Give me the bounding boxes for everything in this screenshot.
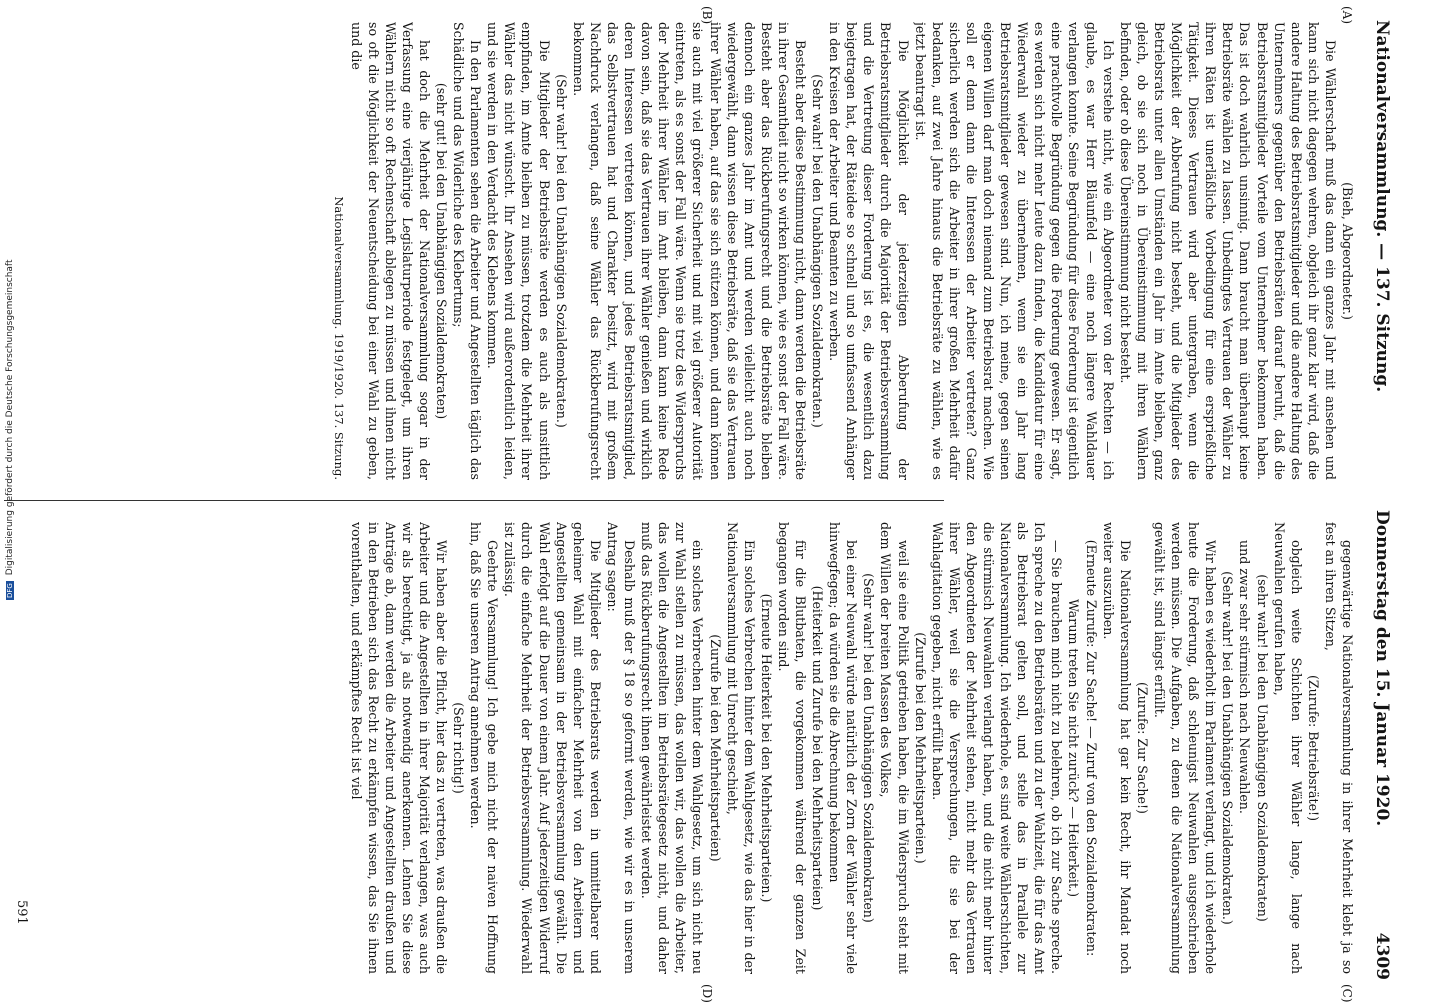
page-header-date: Donnerstag den 15. Januar 1920.	[1372, 510, 1392, 827]
left-text-column	[56, 22, 1356, 480]
paragraph: bei einer Neuwahl würde natürlich der Zorn der Wähler sehr viele hinwegfegen; da würden sie die Abrechnung bekommen	[827, 522, 860, 974]
paragraph: (Sehr wahr! bei den Unabhängigen Sozialdemokraten.)	[810, 74, 826, 428]
paragraph: für die Blutbaten, die vorgekommen während der ganzen Zeit begangen worden sind.	[775, 522, 808, 974]
paragraph: (Sehr richtig!)	[451, 702, 467, 794]
paragraph: (sehr gut! bei den Unabhängigen Sozialdemokraten)	[434, 82, 450, 420]
paragraph: Geehrte Versammlung! Ich gebe mich nicht der naiven Hoffnung hin, daß Sie unseren Antrag annehmen werden.	[468, 522, 501, 974]
paragraph: Die Mitglieder des Betriebsrats werden in unmittelbarer und geheimer Wahl mit einfacher Mehrheit von den Arbeitern und Angestellten gemeinsam in der Betriebsversammlung gewählt. Die Wahl erfolgt auf die Dauer von einem Jahr. Auf jederzeitigen Widerruf durch die einfache Mehrheit der Betriebsversammlung. Wiederwahl ist zulässig.	[502, 522, 603, 974]
paragraph: hat doch die Mehrheit der Nationalversammlung sogar in der Verfassung eine vierjährige Legislaturperiode festgelegt, um ihren Wählern nicht so oft Rechenschaft ablegen zu müssen und ihnen nicht so oft die Möglichkeit der Neuentscheidung bei einer Wahl zu geben, und die	[348, 22, 432, 480]
right-text-column	[56, 522, 1356, 974]
paragraph: (Zurufe: Betriebsräte!)	[1305, 674, 1321, 822]
paragraph: — Sie brauchen mich nicht zu belehren, ob ich zur Sache spreche. Ich spreche zu den Betriebsräten und zu der Wahlzeit, die für das Amt als Betriebsrat gelten soll, und stelle das in Parallele zur Nationalversammlung. Ich wiederhole, es sind weite Wählerschichten, die stürmisch Neuwahlen verlangt haben, und die nicht mehr hinter den Abgeordneten der Mehrheit stehen, nicht mehr das Vertrauen ihrer Wähler, weil sie die Versprechungen, die sie bei der Wahlagitation gegeben, nicht erfüllt haben.	[929, 522, 1065, 974]
footer-page-number: 591	[14, 900, 29, 925]
footer-signature: Nationalversammlung. 1919/1920. 137. Sitzung.	[332, 196, 347, 480]
paragraph: Die Möglichkeit der jederzeitigen Abberufung der Betriebsratsmitglieder durch die Majorität der Betriebsversammlung und die Vertretung dieser Forderung ist es, die wesentlich dazu beigetragen hat, der Räteidee so schnell und so umfassend Anhänger in den Kreisen der Arbeiter und Beamten zu werben.	[827, 22, 911, 480]
paragraph: (Sehr wahr! bei den Unabhängigen Sozialdemokraten.)	[1220, 571, 1236, 925]
paragraph: und zwar sehr stürmisch nach Neuwahlen.	[1237, 540, 1253, 814]
paragraph: Ein solches Verbrechen hinter dem Wahlgesetz, wie das hier in der Nationalversammlung mit Unrecht geschieht,	[724, 522, 757, 974]
paragraph: Die Mitglieder der Betriebsräte werden es auch als unsittlich empfinden, im Amte bleiben zu müssen, trotzdem die Mehrheit ihrer Wähler das nicht wünscht. Ihr Ansehen wird außerordentlich leiden, und sie werden in den Verdacht des Klebens kommen.	[485, 22, 552, 480]
paragraph: Deshalb muß der § 18 so geformt werden, wie wir es in unserem Antrag sagen:	[604, 522, 638, 974]
paragraph: Ich verstehe nicht, wie ein Abgeordneter von der Rechten — ich glaube, es war Herr Bläunfeld — eine noch längere Wahldauer verlangen konnte. Seine Begründung für diese Forderung ist eigentlich eine prachtvolle Begründung gegen die Forderung gewesen. Er sagt, es werden sich nicht mehr Leute dazu finden, die Kandidatur für eine Wiederwahl wieder zu übernehmen, wenn sie ein Jahr lang Betriebsratsmitglieder gewesen sind. Nun, ich meine, gegen seinen eigenen Willen darf man doch niemand zum Betriebsrat machen. Wie soll er denn dann die Interessen der Arbeiter vertreten? Ganz sicherlich werden sich die Arbeiter in ihrer großen Mehrheit dafür bedanken, auf zwei Jahre hinaus die Betriebsräte zu wählen, wie es jetzt beantragt ist.	[912, 22, 1116, 480]
paragraph: In den Parlamenten sehen die Arbeiter und Angestellten täglich das Schädliche und das Widerliche des Klebertums;	[451, 22, 484, 480]
dfg-note	[5, 260, 15, 600]
paragraph: Besteht aber diese Bestimmung nicht, dann werden die Betriebsräte in ihrer Gesamtheit nicht so wirken können, wie es sonst der Fall wäre. Besteht aber das Rückberufungsrecht und die Betriebsräte bleiben dennoch ein ganzes Jahr im Amt und werden vielleicht auch noch wiedergewählt, dann wissen diese Betriebsräte, daß sie das Vertrauen ihrer Wähler haben, auf das sie sich stützen können, und dann können sie auch mit viel größerer Sicherheit und mit viel größerer Autorität eintreten, als es sonst der Fall wäre. Wenn sie trotz des Widerspruchs der Mehrheit ihrer Wähler im Amt bleiben, dann kann keine Rede davon sein, daß sie das Vertrauen ihrer Wähler genießen und wirklich deren Interessen vertreten können, und jedes Betriebsratsmitglied, das Selbstvertrauen hat und Charakter besitzt, wird mit großem Nachdruck verlangen, daß seine Wähler das Rückberufungsrecht bekommen.	[570, 22, 808, 480]
paragraph: Wir haben es wiederholt im Parlament verlangt, und ich wiederhole heute die Forderung, daß schleunigst Neuwahlen ausgeschrieben werden müssen. Die Aufgaben, zu denen die Nationalversammlung gewählt ist, sind längst erfüllt.	[1151, 522, 1219, 974]
paragraph: (Heiterkeit und Zurufe bei den Mehrheitsparteien)	[810, 585, 826, 911]
paragraph: (Bieh, Abgeordneter.)	[1340, 182, 1355, 320]
paragraph: (Erneute Zurufe: Zur Sache! — Zuruf von den Sozialdemokraten: Warum treten Sie nicht zurück? — Heiterkeit.)	[1066, 539, 1099, 957]
dfg-logo: DFG	[6, 583, 14, 598]
paragraph: (sehr wahr! bei den Unabhängigen Sozialdemokraten)	[1254, 574, 1270, 922]
page-header-right	[1362, 510, 1392, 980]
paragraph: (Zurufe: Zur Sache!)	[1134, 682, 1150, 814]
column-divider	[4, 500, 944, 501]
page-number: 4309	[1372, 932, 1392, 980]
paragraph: weil sie eine Politik getrieben haben, die im Widerspruch steht mit dem Willen der breiten Massen des Volkes,	[878, 522, 911, 974]
margin-mark-b: (B)	[700, 6, 714, 25]
page-header-left: Nationalversammlung. — 137. Sitzung.	[1372, 20, 1392, 393]
paragraph: (Erneute Heiterkeit bei den Mehrheitsparteien.)	[758, 593, 774, 903]
margin-mark-a: (A)	[1340, 6, 1354, 25]
paragraph: (Zurufe bei den Mehrheitsparteien.)	[912, 632, 928, 864]
margin-mark-d: (D)	[700, 984, 714, 1003]
paragraph: ein solches Verbrechen hinter dem Wahlgesetz, um sich nicht neu zur Wahl stellen zu müssen, das wollen wir, das wollen die Arbeiter, das wollen die Angestellten im Betriebsrätegesetz nicht, und daher muß das Rückberufungsrecht ihnen gewährleistet werden.	[639, 522, 706, 974]
paragraph: (Sehr wahr! bei den Unabhängigen Sozialdemokraten)	[861, 573, 877, 923]
paragraph: Die Wählerschaft muß das dann ein ganzes Jahr mit ansehen und kann sich nicht dagegen wehren, obgleich ihr ganz klar wird, daß die andere Haltung des Betriebsratsmitglieder und die andere Haltung des Unternehmers gegenüber den Betriebsräten darauf beruht, daß die Betriebsratsmitglieder Vorteile vom Unternehmer bekommen haben. Das ist doch wahrlich unsinnig. Dann braucht man überhaupt keine Betriebsräte wählen zu lassen. Unbedingtes Vertrauen der Wähler zu ihren Räten ist unerläßliche Vorbedingung für eine ersprießliche Tätigkeit. Dieses Vertrauen wird aber untergraben, wenn die Möglichkeit der Abberufung nicht besteht, und die Mitglieder des Betriebsrats unter allen Umständen ein Jahr im Amte bleiben, ganz gleich, ob sie sich noch in Übereinstimmung mit ihren Wählern befinden, oder ob diese Übereinstimmung nicht besteht.	[1117, 22, 1338, 480]
digitization-credit: Digitalisierung gefördert durch die Deutsche Forschungsgemeinschaft	[5, 259, 15, 576]
margin-mark-c: (C)	[1340, 984, 1354, 1003]
paragraph: obgleich weite Schichten ihrer Wähler lange, lange nach Neuwahlen gerufen haben,	[1271, 522, 1304, 974]
paragraph: (Sehr wahr! bei den Unabhängigen Sozialdemokraten.)	[553, 74, 569, 428]
paragraph: gegenwärtige Nationalversammlung in ihrer Mehrheit klebt ja so fest an ihren Sitzen,	[1322, 522, 1355, 974]
paragraph: Wir haben aber die Pflicht, hier das zu vertreten, was draußen die Arbeiter und die Angestellten in ihrer Majorität verlangen, was auch wir als berechtigt, ja als notwendig anerkennen. Lehnen Sie diese Anträge ab, dann werden die Arbeiter und Angestellten draußen und in den Betrieben sich das Recht zu erkämpfen wissen, das Sie ihnen vorenthalten, und erkämpftes Recht ist viel	[348, 522, 450, 974]
paragraph: (Zurufe bei den Mehrheitsparteien)	[707, 634, 723, 862]
paragraph: Die Nationalversammlung hat gar kein Recht, ihr Mandat noch weiter auszuüben.	[1100, 522, 1133, 974]
